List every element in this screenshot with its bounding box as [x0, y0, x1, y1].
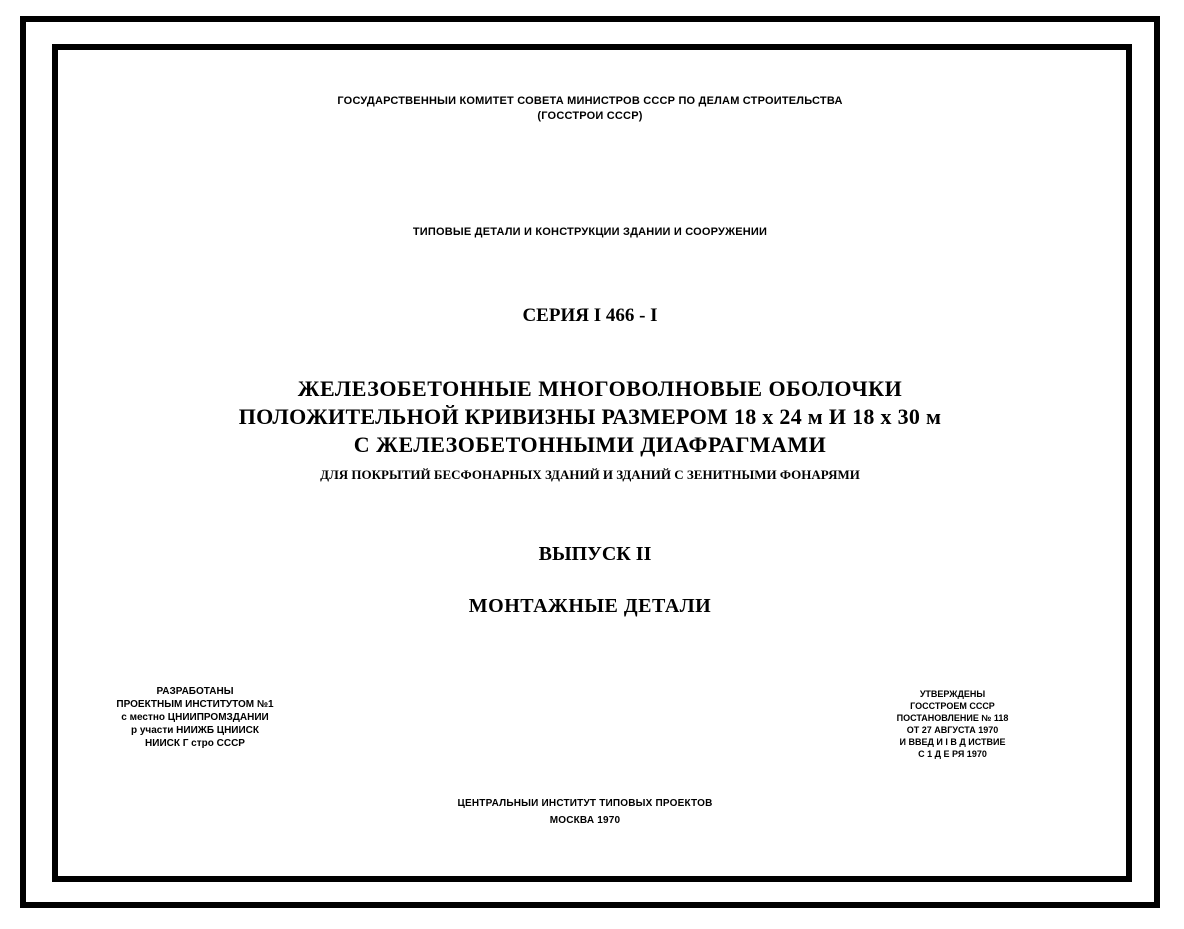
approved-block: [870, 688, 1035, 760]
developed-line: р участи НИИЖБ ЦНИИСК: [130, 725, 260, 736]
title-line-2: ПОЛОЖИТЕЛЬНОЙ КРИВИЗНЫ РАЗМЕРОМ 18 х 24 м И 18 х 30 м: [238, 404, 942, 429]
title-line-1: ЖЕЛЕЗОБЕТОННЫЕ МНОГОВОЛНОВЫЕ ОБОЛОЧКИ: [297, 376, 903, 401]
title-subtitle: ДЛЯ ПОКРЫТИЙ БЕСФОНАРНЫХ ЗДАНИЙ И ЗДАНИЙ С ЗЕНИТНЫМИ ФОНАРЯМИ: [320, 467, 860, 482]
issue-number: ВЫПУСК II: [538, 543, 652, 565]
approved-line: ГОССТРОЕМ СССР: [910, 701, 995, 711]
developed-line: с местно ЦНИИПРОМЗДАНИИ: [121, 712, 269, 723]
committee-abbr: (ГОССТРОИ СССР): [537, 110, 643, 122]
developed-line: ПРОЕКТНЫМ ИНСТИТУТОМ №1: [116, 699, 274, 710]
footer-institute: ЦЕНТРАЛЬНЫИ ИНСТИТУТ ТИПОВЫХ ПРОЕКТОВ: [457, 798, 713, 809]
approved-line: И ВВЕД И I В Д ИСТВИЕ: [899, 737, 1006, 747]
approved-line: ПОСТАНОВЛЕНИЕ № 118: [896, 713, 1009, 723]
developed-block: [95, 685, 295, 750]
series-number: СЕРИЯ I 466 - I: [522, 305, 658, 326]
developed-line: НИИСК Г стро СССР: [145, 738, 245, 749]
committee-line: ГОСУДАРСТВЕННЫИ КОМИТЕТ СОВЕТА МИНИСТРОВ СССР ПО ДЕЛАМ СТРОИТЕЛЬСТВА: [337, 95, 843, 107]
category-line: ТИПОВЫЕ ДЕТАЛИ И КОНСТРУКЦИИ ЗДАНИИ И СООРУЖЕНИИ: [412, 226, 768, 238]
title-line-3: С ЖЕЛЕЗОБЕТОННЫМИ ДИАФРАГМАМИ: [353, 432, 827, 457]
issue-title: МОНТАЖНЫЕ ДЕТАЛИ: [468, 595, 712, 617]
approved-line: С 1 Д Е РЯ 1970: [918, 749, 987, 759]
approved-line: УТВЕРЖДЕНЫ: [919, 689, 986, 699]
approved-line: ОТ 27 АВГУСТА 1970: [906, 725, 999, 735]
footer-city-year: МОСКВА 1970: [549, 815, 621, 826]
developed-line: РАЗРАБОТАНЫ: [156, 686, 234, 697]
